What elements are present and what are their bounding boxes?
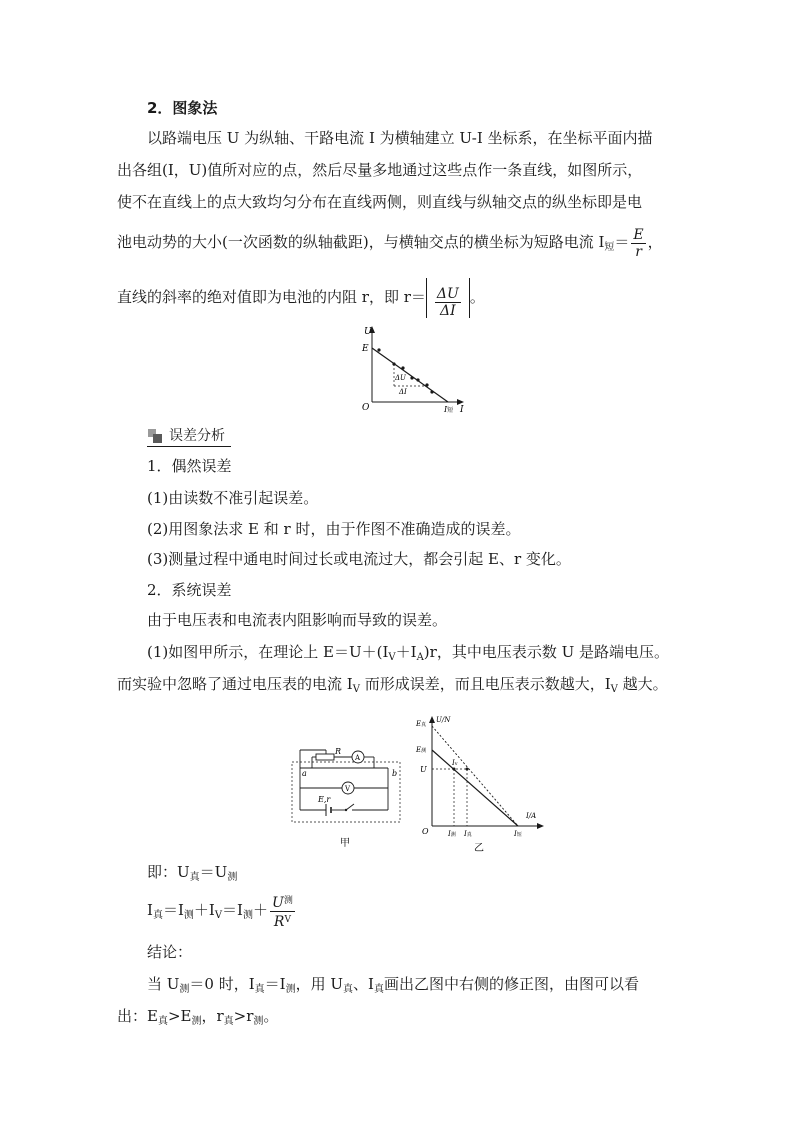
equation-line: [147, 861, 717, 889]
voltmeter-label: V: [345, 785, 351, 793]
i-subscript: v: [454, 761, 458, 767]
text-run: 、I: [353, 975, 374, 993]
battery-label: E,r: [318, 795, 331, 804]
list-item: (2)用图象法求 E 和 r 时，由于作图不准确造成的误差。: [147, 520, 521, 538]
absolute-value: [426, 278, 470, 318]
numerator: [270, 893, 295, 912]
text-run: 。: [263, 1007, 279, 1025]
label-e-true: [415, 720, 427, 728]
paragraph-line: 出各组(I，U)值所对应的点，然后尽量多地通过这些点作一条直线，如图所示，: [117, 161, 643, 179]
text-run: >E: [167, 1007, 192, 1025]
figure-caption-yi: 乙: [474, 843, 484, 854]
numerator: E: [633, 226, 644, 243]
equation-line: [147, 888, 717, 932]
text-run: 。: [469, 288, 485, 306]
text-run: 越大。: [617, 675, 668, 693]
origin-label: O: [362, 403, 370, 413]
tag-square-icon: [153, 434, 162, 443]
text-run: )r，其中电压表示数 U 是路端电压。: [423, 643, 669, 661]
label-i-true: [463, 830, 473, 838]
i-subscript: 真: [466, 832, 472, 838]
subscript: V: [388, 652, 396, 663]
i-letter: I: [444, 405, 448, 414]
label-e-measured: [415, 746, 426, 754]
label-delta-i: ΔI: [399, 388, 407, 396]
numerator: ΔU: [436, 286, 459, 302]
den-letter: R: [273, 913, 285, 930]
num-letter: U: [272, 894, 284, 911]
paragraph-line: [117, 673, 687, 701]
ui-graph-figure: [356, 322, 476, 417]
paragraph-line: [147, 641, 717, 669]
i-letter: I: [514, 830, 517, 838]
text-run: ＝U: [199, 863, 228, 881]
subscript: 测: [285, 984, 296, 995]
label-i-measured: [447, 830, 456, 838]
denominator: r: [635, 243, 642, 260]
i-subscript: 短: [447, 407, 454, 414]
subscript: V: [352, 684, 360, 695]
paragraph-line: 由于电压表和电流表内阻影响而导致的误差。: [147, 611, 448, 629]
section-tag-label: 误差分析: [169, 428, 225, 444]
label-u: U: [420, 765, 427, 774]
label-i-short: [513, 830, 522, 838]
subscript: V: [214, 910, 223, 921]
i-letter: I: [448, 830, 451, 838]
text-run: ，用 U: [295, 975, 344, 993]
i-letter: I: [452, 759, 455, 767]
i-subscript: 短: [516, 832, 522, 838]
text-run: 当 U: [147, 975, 180, 993]
paragraph-line-resistance: [117, 275, 687, 325]
subscript: 真: [343, 984, 354, 995]
origin-label: O: [422, 827, 429, 836]
subscript: 测: [253, 1016, 264, 1027]
text-run: ＋I: [395, 643, 417, 661]
axis-label-u: U: [364, 327, 372, 337]
subscript: 测: [227, 872, 238, 883]
paragraph-line: 以路端电压 U 为纵轴、干路电流 I 为横轴建立 U-I 坐标系，在坐标平面内描: [147, 129, 653, 147]
label-e: E: [362, 344, 369, 354]
paragraph-line: [117, 1005, 687, 1033]
fraction-e-over-r: [631, 227, 645, 260]
label-i-short: [443, 405, 453, 414]
subscript: 真: [157, 1016, 168, 1027]
label-delta-u: ΔU: [395, 374, 406, 382]
node-label-b: b: [392, 769, 398, 778]
label-resistor-r: R: [335, 747, 342, 756]
paragraph-line-short-circuit: [117, 222, 687, 262]
text-run: ＋I: [193, 901, 215, 919]
subscript: 测: [242, 910, 253, 921]
axis-label-i: I/A: [526, 812, 537, 820]
text-run: 即：U: [147, 863, 190, 881]
subscript: A: [416, 652, 424, 663]
ammeter-label: A: [355, 754, 361, 762]
axis-label-u: U/N: [436, 716, 451, 724]
text-run: 而实验中忽略了通过电压表的电流 I: [117, 675, 353, 693]
paragraph-line: [147, 973, 717, 1001]
list-item: (3)测量过程中通电时间过长或电流过大，都会引起 E、r 变化。: [147, 550, 571, 568]
subscript: 测: [183, 910, 194, 921]
text-run: ，r: [201, 1007, 224, 1025]
conclusion-label: 结论：: [147, 943, 193, 961]
text-run: >r: [233, 1007, 254, 1025]
e-letter: E: [416, 720, 422, 728]
text-run: ＝I: [162, 901, 184, 919]
label-iv: [451, 759, 458, 767]
text-run: ＝I: [264, 975, 286, 993]
subscript: 真: [223, 1016, 234, 1027]
text-run: 出：E: [117, 1007, 158, 1025]
section-heading-graph-method: 2．图象法: [147, 99, 218, 117]
e-letter: E: [416, 746, 422, 754]
subscript: 测: [191, 1016, 202, 1027]
text-run: 池电动势的大小(一次函数的纵轴截距)，与横轴交点的横坐标为短路电流 I: [117, 233, 605, 251]
circuit-diagram-jia: [288, 740, 408, 852]
e-subscript: 测: [421, 748, 427, 754]
subscript: 真: [373, 984, 384, 995]
subscript: 测: [179, 984, 190, 995]
num-superscript: 测: [283, 895, 293, 906]
subheading-systematic-error: 2．系统误差: [147, 581, 232, 599]
node-label-a: a: [302, 769, 307, 778]
paragraph-line: 使不在直线上的点大致均匀分布在直线两侧，则直线与纵轴交点的纵坐标即是电: [117, 193, 643, 211]
text-run: 画出乙图中右侧的修正图，由图可以看: [383, 975, 639, 993]
equals: ＝: [614, 233, 630, 251]
ui-graph-correction-figure: [414, 712, 554, 854]
subscript: V: [610, 684, 618, 695]
fraction-du-over-di: [435, 286, 461, 319]
text-run: ＋: [252, 901, 268, 919]
text-run: ，: [647, 233, 663, 251]
e-subscript: 真: [421, 722, 427, 728]
text-run: ＝0 时，I: [189, 975, 255, 993]
i-letter: I: [464, 830, 467, 838]
axis-label-i: I: [460, 405, 464, 415]
text-run: ＝I: [222, 901, 243, 919]
list-item: (1)由读数不准引起误差。: [147, 489, 319, 507]
denominator: ΔI: [440, 303, 456, 319]
fraction-u-over-rv: [270, 893, 295, 930]
subscript: 真: [189, 872, 200, 883]
figure-caption-jia: 甲: [340, 838, 350, 849]
subscript: 短: [604, 242, 615, 253]
denominator: [270, 912, 295, 930]
text-run: (1)如图甲所示，在理论上 E＝U＋(I: [147, 643, 389, 661]
subheading-random-error: 1．偶然误差: [147, 457, 232, 475]
subscript: 真: [254, 984, 265, 995]
den-superscript: V: [284, 914, 291, 925]
text-run: I: [147, 901, 153, 919]
subscript: 真: [152, 910, 163, 921]
text-run: 而形成误差，而且电压表示数越大，I: [359, 675, 611, 693]
text-run: 直线的斜率的绝对值即为电池的内阻 r，即 r＝: [117, 288, 426, 306]
i-subscript: 测: [450, 832, 456, 838]
section-tag-error-analysis: [147, 426, 231, 447]
